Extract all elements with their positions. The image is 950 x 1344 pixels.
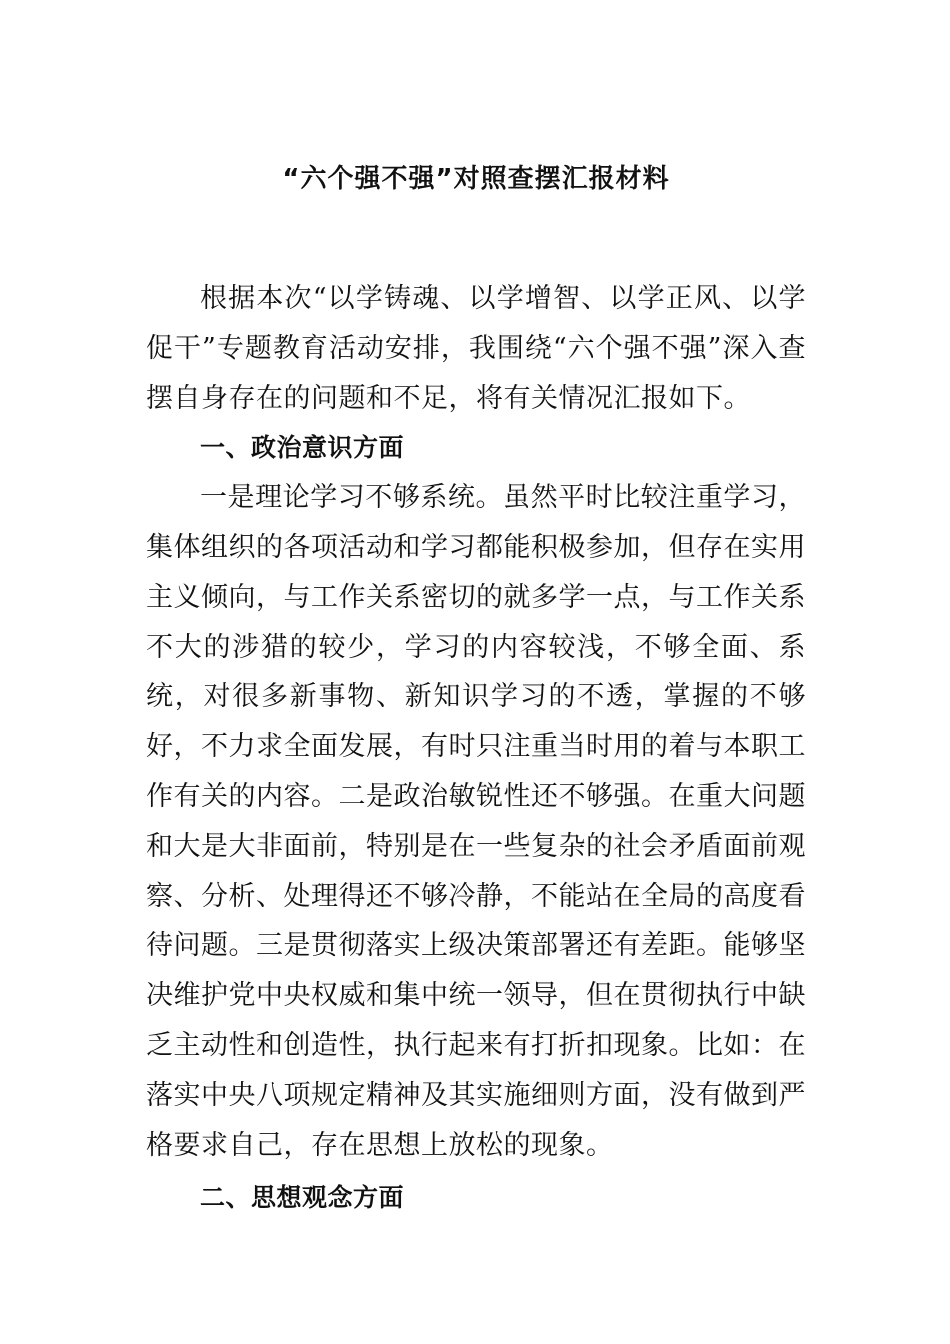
section-heading-ideological-concepts: 二、思想观念方面 [200, 1183, 405, 1213]
document-title: “六个强不强”对照查摆汇报材料 [282, 164, 670, 194]
section-paragraph-political-awareness: 一是理论学习不够系统。虽然平时比较注重学习，集体组织的各项活动和学习都能积极参加，但存在实用主义倾向，与工作关系密切的就多学一点，与工作关系不大的涉猎的较少，学习的内容较浅，不够全面、系统，对很多新事物、新知识学习的不透，掌握的不够好，不力求全面发展，有时只注重当时用的着与本职工作有关的内容。二是政治敏锐性还不够强。在重大问题和大是大非面前，特别是在一些复杂的社会矛盾面前观察、分析、处理得还不够冷静，不能站在全局的高度看待问题。三是贯彻落实上级决策部署还有差距。能够坚决维护党中央权威和集中统一领导，但在贯彻执行中缺乏主动性和创造性，执行起来有打折扣现象。比如：在落实中央八项规定精神及其实施细则方面，没有做到严格要求自己，存在思想上放松的现象。 [146, 482, 806, 1161]
section-heading-political-awareness: 一、政治意识方面 [200, 433, 405, 463]
intro-paragraph: 根据本次“以学铸魂、以学增智、以学正风、以学促干”专题教育活动安排，我围绕“六个强不强”深入查摆自身存在的问题和不足，将有关情况汇报如下。 [146, 283, 806, 414]
document-body [146, 274, 806, 1223]
